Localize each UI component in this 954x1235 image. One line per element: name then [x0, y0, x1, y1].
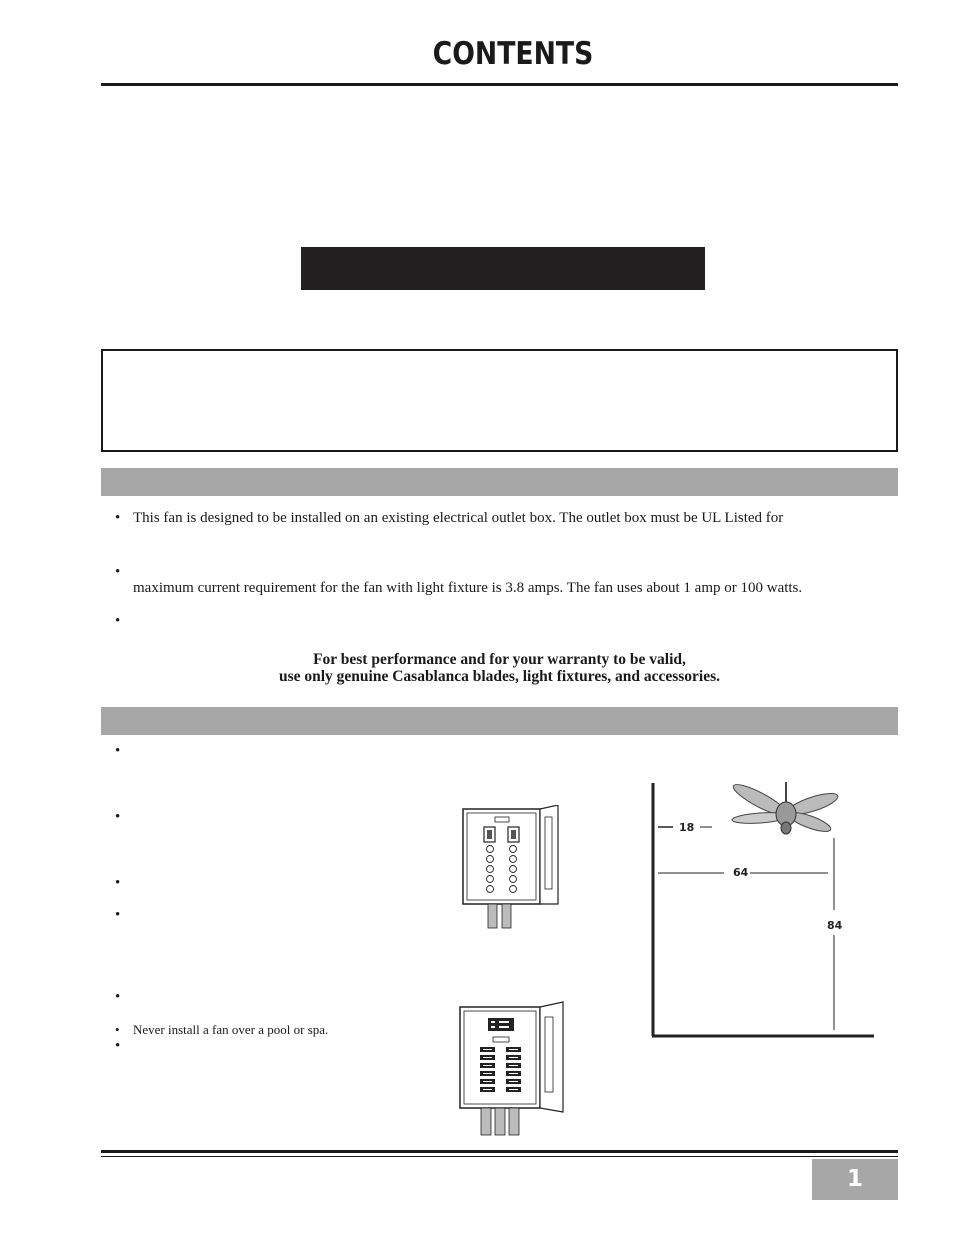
breaker-panel-illustration-1: [460, 805, 564, 931]
black-banner: [301, 247, 705, 290]
footer-rule-thick: [101, 1150, 898, 1153]
fan-clearance-diagram: [648, 780, 878, 1042]
bullet-dot: •: [115, 564, 121, 580]
note-line-1: For best performance and for your warranty to be valid,: [313, 651, 686, 668]
page-title: CONTENTS: [432, 36, 594, 72]
bullet-dot: •: [115, 613, 121, 629]
breaker-panel-illustration-2: [457, 1001, 567, 1137]
bullet-dot: •: [115, 875, 121, 891]
bullet-text: This fan is designed to be installed on an existing electrical outlet box. The outlet box must be UL Listed for: [133, 510, 784, 526]
genuine-parts-note: [101, 651, 898, 685]
bullet-dot: •: [115, 1022, 120, 1037]
bullet-dot: •: [115, 510, 121, 526]
note-line-2: use only genuine Casablanca blades, light fixtures, and accessories.: [278, 668, 721, 685]
warning-box: [101, 349, 898, 452]
section-header-bar-1: [101, 468, 898, 496]
bullet-dot: •: [115, 1038, 121, 1054]
pool-warning-text: Never install a fan over a pool or spa.: [133, 1022, 329, 1037]
dimension-label-18: 18: [679, 821, 695, 834]
bullet-text: maximum current requirement for the fan with light fixture is 3.8 amps. The fan uses about 1 amp or 100 watts.: [133, 580, 803, 596]
section-header-bar-2: [101, 707, 898, 735]
bullet-dot: •: [115, 907, 121, 923]
ceiling-fan-icon: [730, 780, 840, 835]
bullet-dot: •: [115, 989, 121, 1005]
dimension-label-64: 64: [733, 866, 749, 879]
dimension-label-84: 84: [827, 919, 843, 932]
page-number: 1: [812, 1159, 898, 1200]
bullet-dot: •: [115, 809, 121, 825]
footer-rule-thin: [101, 1156, 898, 1157]
title-rule: [101, 83, 898, 86]
bullet-dot: •: [115, 743, 121, 759]
